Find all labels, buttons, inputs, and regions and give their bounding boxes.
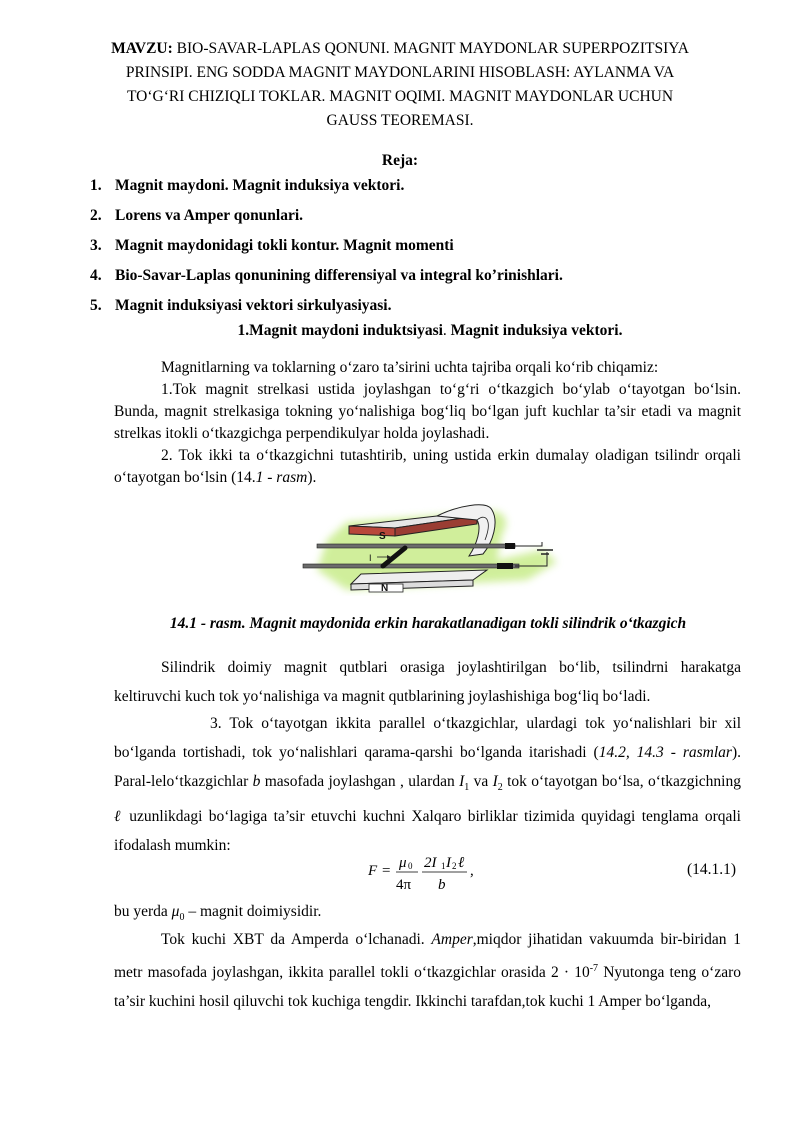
intro-paragraph <box>114 357 741 489</box>
current-label: I <box>369 553 372 563</box>
plan-item <box>90 204 750 234</box>
section-heading <box>0 322 800 340</box>
experiment-1: 1.Tok magnit strelkasi ustida joylashgan to‘g‘ri o‘tkazgich bo‘ylab o‘tayotgan bo‘lsin. Bunda, magnit strelkasiga tokning yo‘nalishiga bog‘liq bo‘lgan juft kuchlar ta’sir etadi va magnit strelkas itokli o‘tkazgichga perpendikulyar holda joylashadi. <box>114 381 741 442</box>
plan-item-number: 2. <box>90 207 102 224</box>
magnet-illustration <box>287 500 570 596</box>
section-title-sep: . <box>442 322 451 339</box>
p3-var-ell: ℓ <box>114 808 123 826</box>
p3-var-i1: I <box>459 773 465 790</box>
figure-magnet-cylinder <box>287 500 570 596</box>
experiment-2-ref: 1 - rasm <box>255 469 308 486</box>
title-label: MAVZU: <box>111 40 173 57</box>
formula-num2: 2I <box>424 855 437 871</box>
formula-num2-ell: ℓ <box>458 855 465 871</box>
plan-heading: Reja: <box>381 152 419 169</box>
formula-denom1: 4π <box>396 877 412 892</box>
formula-denom2: b <box>438 877 446 892</box>
formula-mu: μ <box>399 855 407 871</box>
p3-sub-2: 2 <box>497 782 503 794</box>
constant-text-b: – magnit doimiysidir. <box>184 903 322 920</box>
plan-item-text: Lorens va Amper qonunlari. <box>115 207 304 224</box>
pole-label-s: S <box>379 531 386 542</box>
parallel-conductors-paragraph <box>114 709 741 860</box>
cylinder-text: Silindrik doimiy magnit qutblari orasiga joylashtirilgan bo‘lib, tsilindrni harakatga keltiruvchi kuch tok yo‘nalishiga va magnit qutblarining joylashishiga bog‘liq bo‘ladi. <box>114 659 741 705</box>
ampere-text-b: ,miqdor jihatidan vakuumda bir-biridan 1 metr masofada joylashgan, ikkita parallel tokli o‘tkazgichlar orasida 2 · 10 <box>114 931 741 982</box>
experiment-2-text: 2. Tok ikki ta o‘tkazgichni tutashtirib, uning ustida erkin dumalay oladigan tsilindr orqali o‘tayotgan bo‘lsin (14. <box>114 447 741 486</box>
formula-mu-sub: 0 <box>408 861 413 871</box>
p3-text-and: va <box>469 773 493 790</box>
experiment-2-end: ). <box>307 469 317 486</box>
formula-14-1-1 <box>366 848 486 892</box>
plan-item-number: 4. <box>90 267 102 284</box>
formula-num2-sub2: 2 <box>452 861 457 871</box>
plan-item <box>90 264 750 294</box>
section-title-b: Magnit induksiya vektori. <box>450 322 623 339</box>
plan-list <box>90 174 750 324</box>
plan-item <box>90 294 750 324</box>
plan-item-text: Magnit maydoni. Magnit induksiya vektori. <box>115 177 405 194</box>
constant-mu: μ <box>171 903 180 920</box>
p3-text-b: ). Paral-lelo‘tkazgichlar <box>114 744 741 790</box>
plan-item-number: 3. <box>90 237 102 254</box>
plan-item-number: 5. <box>90 297 102 314</box>
plan-item-text: Bio-Savar-Laplas qonunining differensiyal va integral ko’rinishlari. <box>115 267 563 284</box>
formula-graphic <box>366 848 486 892</box>
intro-line: Magnitlarning va toklarning o‘zaro ta’sirini uchta tajriba orqali ko‘rib chiqamiz: <box>161 359 659 376</box>
formula-comma: , <box>470 863 474 879</box>
p3-text-d: tok o‘tayotgan bo‘lsa, o‘tkazgichning <box>502 773 741 790</box>
formula-eq: = <box>382 863 391 879</box>
document-title <box>100 37 700 133</box>
magnet-bottom <box>351 570 487 592</box>
p3-text-c: masofada joylashgan , ulardan <box>260 773 460 790</box>
constant-text-a: bu yerda <box>114 903 172 920</box>
p3-sub-1: 1 <box>464 782 470 794</box>
p3-figure-ref: 14.2, 14.3 - rasmlar <box>598 744 732 761</box>
formula-num2-i: I <box>446 855 451 871</box>
equation-number: (14.1.1) <box>687 861 737 878</box>
ampere-text-a: Tok kuchi XBT da Amperda o‘lchanadi. <box>161 931 432 948</box>
plan-item-text: Magnit induksiyasi vektori sirkulyasiyasi. <box>115 297 392 314</box>
experiment-2 <box>114 447 741 486</box>
plan-item-number: 1. <box>90 177 102 194</box>
section-title-a: 1.Magnit maydoni induktsiyasi <box>237 322 443 339</box>
figure-caption: 14.1 - rasm. Magnit maydonida erkin harakatlanadigan tokli silindrik o‘tkazgich <box>169 615 687 632</box>
pole-label-n: N <box>381 583 389 594</box>
plan-item <box>90 234 750 264</box>
ampere-paragraph <box>114 925 741 1016</box>
ampere-text-c: Nyutonga teng o‘zaro ta’sir kuchini hosil qiluvchi tok kuchiga tengdir. Ikkinchi tarafdan,tok kuchi 1 Amper bo‘lganda, <box>114 964 741 1011</box>
ampere-term: Amper <box>431 931 473 948</box>
cylinder-paragraph <box>114 653 741 711</box>
plan-item <box>90 174 750 204</box>
p3-var-b: b <box>252 773 261 790</box>
plan-item-text: Magnit maydonidagi tokli kontur. Magnit momenti <box>115 237 454 254</box>
p3-text-a: 3. Tok o‘tayotgan ikkita parallel o‘tkazgichlar, ulardagi tok yo‘nalishlari bir xil bo‘lganda tortishadi, tok yo‘nalishlari qarama-qarshi bo‘lganda itarishadi ( <box>114 715 741 761</box>
p3-var-i2: I <box>492 773 498 790</box>
p3-text-e: uzunlikdagi bo‘lagiga ta’sir etuvchi kuchni Xalqaro birliklar tizimida quyidagi tenglama orqali ifodalash mumkin: <box>114 808 741 855</box>
ampere-exponent: -7 <box>589 963 599 974</box>
constant-mu-sub: 0 <box>179 912 185 924</box>
title-text: BIO-SAVAR-LAPLAS QONUNI. MAGNIT MAYDONLAR SUPERPOZITSIYA PRINSIPI. ENG SODDA MAGNIT MAYDONLARINI HISOBLASH: AYLANMA VA TO‘G‘RI CHIZIQLI TOKLAR. MAGNIT OQIMI. MAGNIT MAYDONLAR UCHUN GAUSS TEOREMASI. <box>125 40 689 129</box>
formula-num2-sub1: 1 <box>441 861 446 871</box>
formula-lhs: F <box>368 863 378 879</box>
